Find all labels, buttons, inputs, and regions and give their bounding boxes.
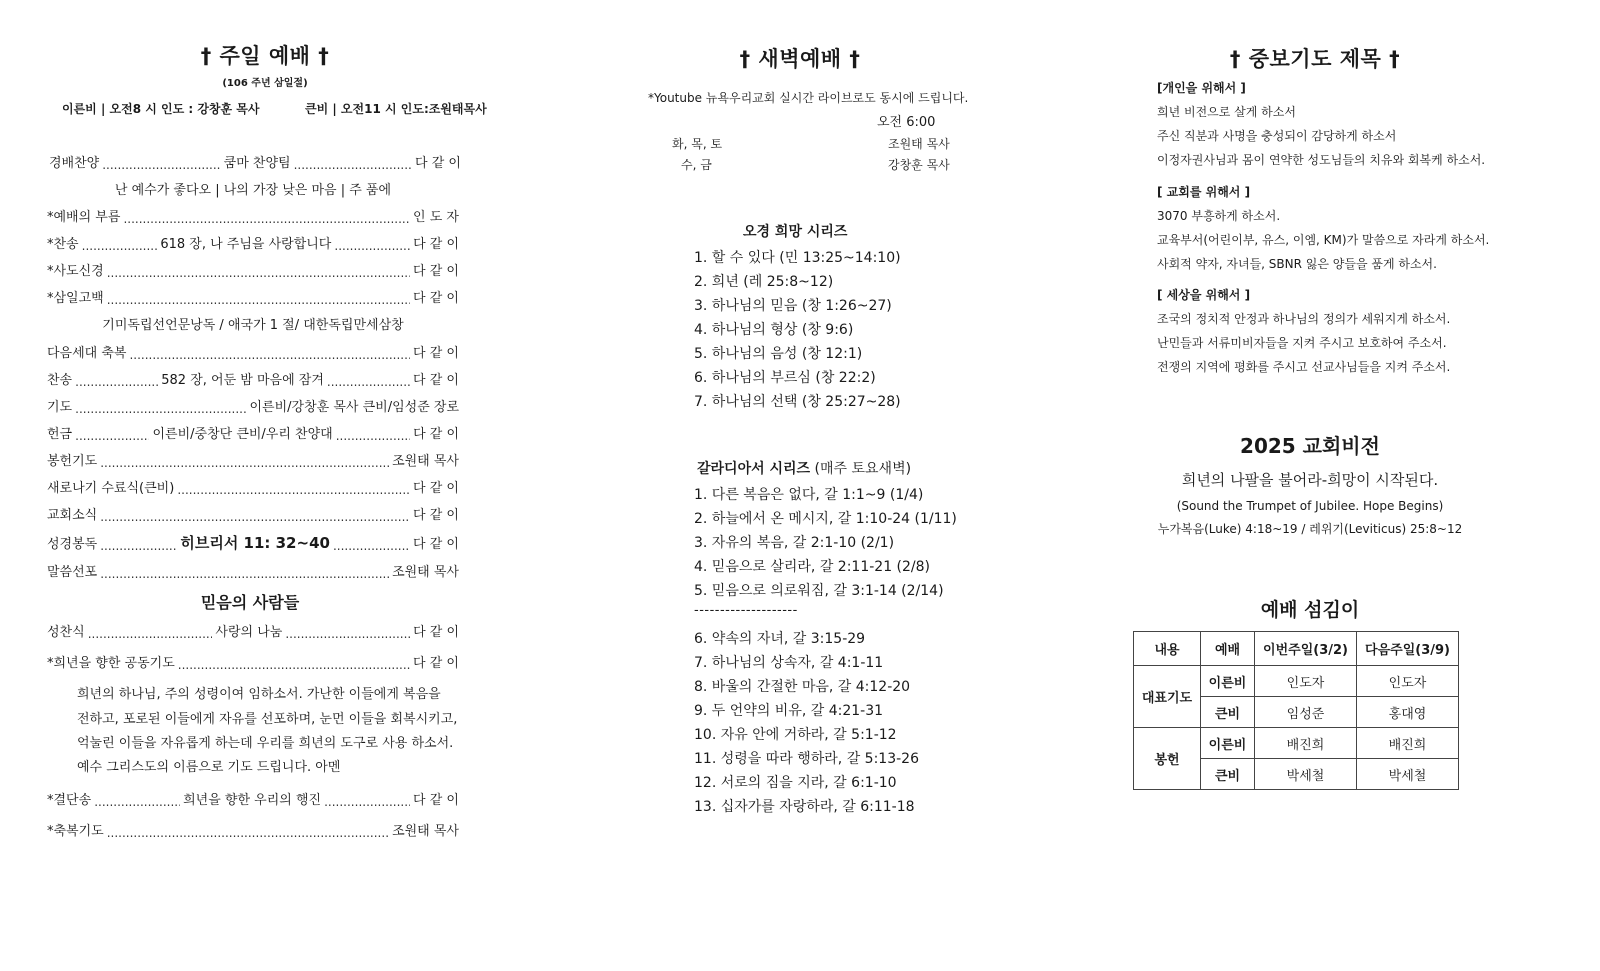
order-item	[47, 621, 459, 640]
order-item-leader: 다 같 이	[413, 793, 459, 808]
series-item: 8. 바울의 간절한 마음, 갈 4:12-20	[694, 679, 911, 695]
series-item: 13. 십자가를 자랑하라, 갈 6:11-18	[694, 799, 915, 815]
leader-dots	[88, 627, 213, 640]
galatians-series-heading	[697, 458, 911, 478]
intercession-item: 3070 부흥하게 하소서.	[1157, 209, 1281, 223]
header-content: 내용	[1134, 632, 1201, 666]
leader-dots	[100, 510, 410, 523]
service-cell: 이른비	[1201, 666, 1255, 697]
next-week-cell: 박세철	[1357, 759, 1459, 790]
series-item: 10. 자유 안에 거하라, 갈 5:1-12	[694, 727, 897, 743]
next-week-cell: 홍대영	[1357, 697, 1459, 728]
header-this-week: 이번주일(3/2)	[1255, 632, 1357, 666]
group-representative-prayer: 대표기도	[1134, 666, 1201, 728]
table-header-row	[1134, 632, 1459, 666]
servers-table	[1133, 631, 1459, 790]
series-item: 6. 약속의 자녀, 갈 3:15-29	[694, 631, 866, 647]
leader-dots	[333, 539, 410, 552]
intercession-item: 주신 직분과 사명을 충성되이 감당하게 하소서	[1157, 129, 1397, 143]
pentateuch-series-title: 오경 희망 시리즈	[743, 224, 848, 240]
order-item-leader: 다 같 이	[413, 625, 460, 640]
order-item-leader: 조원태 목사	[392, 454, 459, 469]
intercession-item: 교육부서(어린이부, 유스, 이엠, KM)가 말씀으로 자라게 하소서.	[1157, 233, 1490, 247]
this-week-cell: 배진희	[1255, 728, 1357, 759]
service-cell: 큰비	[1201, 697, 1255, 728]
leader-dots	[94, 795, 180, 808]
series-item: 5. 믿음으로 의로워짐, 갈 3:1-14 (2/14)	[694, 583, 944, 599]
dawn-service-title: † 새벽예배 †	[739, 47, 861, 71]
order-item-label: 다음세대 축복	[47, 346, 127, 361]
order-item-label: 경배찬양	[49, 156, 100, 171]
series-item: 5. 하나님의 음성 (창 12:1)	[694, 346, 863, 362]
leader-dots	[294, 158, 412, 171]
prayer-line: 희년의 하나님, 주의 성령이여 임하소서. 가난한 이들에게 복음을	[77, 687, 441, 702]
order-item	[47, 233, 459, 252]
series-separator: --------------------	[694, 603, 798, 618]
leader-dots	[75, 375, 158, 388]
group-offering: 봉헌	[1134, 728, 1201, 790]
series-item: 2. 하늘에서 온 메시지, 갈 1:10-24 (1/11)	[694, 511, 957, 527]
schedule-leader-2: 강창훈 목사	[888, 158, 950, 172]
leader-dots	[107, 293, 410, 306]
intercession-item: 희년 비전으로 살게 하소서	[1157, 105, 1296, 119]
order-item-leader: 다 같 이	[413, 537, 459, 552]
leader-dots	[100, 539, 177, 552]
vision-title: 2025 교회비전	[1240, 434, 1380, 458]
order-item-label: 봉헌기도	[47, 454, 98, 469]
leader-dots	[327, 375, 410, 388]
schedule-days-2: 수, 금	[681, 158, 712, 172]
order-item-leader: 다 같 이	[413, 291, 459, 306]
order-item	[47, 342, 459, 361]
intercession-group-heading: [개인을 위해서 ]	[1157, 81, 1246, 95]
series-item: 2. 희년 (레 25:8~12)	[694, 274, 834, 290]
main-service-info: 큰비 | 오전11 시 인도:조원태목사	[305, 102, 487, 116]
series-item: 11. 성령을 따라 행하라, 갈 5:13-26	[694, 751, 919, 767]
order-item-label: 기도	[47, 400, 73, 415]
next-week-cell: 인도자	[1357, 666, 1459, 697]
order-item-leader: 다 같 이	[413, 346, 459, 361]
order-item-leader: 다 같 이	[413, 264, 459, 279]
schedule-days-1: 화, 목, 토	[672, 137, 723, 151]
series-item: 4. 하나님의 형상 (창 9:6)	[694, 322, 854, 338]
intercession-item: 조국의 정치적 안정과 하나님의 정의가 세워지게 하소서.	[1157, 312, 1451, 326]
table-row	[1134, 666, 1459, 697]
sunday-service-title: † 주일 예배 †	[200, 44, 330, 68]
order-item-label: 새로나기 수료식(큰비)	[47, 481, 175, 496]
order-item	[47, 396, 459, 415]
order-item-detail: 히브리서 11: 32~40	[180, 534, 330, 552]
order-item-label: 말씀선포	[47, 565, 98, 580]
header-service: 예배	[1201, 632, 1255, 666]
this-week-cell: 임성준	[1255, 697, 1357, 728]
order-item-detail: 618 장, 나 주님을 사랑합니다	[160, 237, 332, 252]
leader-dots	[100, 567, 389, 580]
leader-dots	[123, 212, 410, 225]
leader-dots	[129, 348, 410, 361]
order-item-label: *삼일고백	[47, 291, 104, 306]
series-item: 7. 하나님의 상속자, 갈 4:1-11	[694, 655, 884, 671]
order-item-label: 교회소식	[47, 508, 98, 523]
order-item-leader: 이른비/강창훈 목사 큰비/임성준 장로	[249, 400, 459, 415]
intercession-item: 이정자권사님과 몸이 연약한 성도님들의 치유와 회복케 하소서.	[1157, 153, 1486, 167]
order-item	[47, 504, 459, 523]
order-item-leader: 다 같 이	[413, 481, 459, 496]
service-cell: 이른비	[1201, 728, 1255, 759]
order-item-leader: 인 도 자	[413, 210, 459, 225]
leader-dots	[285, 627, 410, 640]
vision-english: (Sound the Trumpet of Jubilee. Hope Begins)	[1176, 499, 1444, 513]
order-item-leader: 다 같 이	[413, 237, 460, 252]
this-week-cell: 인도자	[1255, 666, 1357, 697]
youtube-live-notice: *Youtube 뉴욕우리교회 실시간 라이브로도 동시에 드립니다.	[648, 91, 969, 105]
intercession-group-heading: [ 세상을 위해서 ]	[1157, 288, 1251, 302]
order-item	[47, 369, 459, 388]
intercession-group-heading: [ 교회를 위해서 ]	[1157, 185, 1251, 199]
galatians-series-title: 갈라디아서 시리즈	[697, 461, 811, 477]
galatians-series-note: (매주 토요새벽)	[814, 461, 912, 477]
series-item: 1. 다른 복음은 없다, 갈 1:1~9 (1/4)	[694, 487, 924, 503]
prayer-line: 전하고, 포로된 이들에게 자유를 선포하며, 눈먼 이들을 회복시키고,	[77, 712, 458, 727]
order-item-label: 헌금	[47, 427, 73, 442]
leader-dots	[75, 402, 246, 415]
order-item-leader: 다 같 이	[413, 508, 459, 523]
this-week-cell: 박세철	[1255, 759, 1357, 790]
leader-dots	[102, 158, 220, 171]
order-item-leader: 다 같 이	[413, 373, 459, 388]
faith-people-heading: 믿음의 사람들	[200, 593, 300, 612]
leader-dots	[177, 483, 410, 496]
intercession-item: 난민들과 서류미비자들을 지켜 주시고 보호하여 주소서.	[1157, 336, 1447, 350]
order-item	[49, 152, 461, 171]
series-item: 12. 서로의 짐을 지라, 갈 6:1-10	[694, 775, 897, 791]
prayer-line: 예수 그리스도의 이름으로 기도 드립니다. 아멘	[77, 760, 341, 775]
order-item	[47, 477, 459, 496]
order-item-leader: 다 같 이	[413, 427, 460, 442]
order-item-label: *사도신경	[47, 264, 104, 279]
leader-dots	[82, 239, 158, 252]
leader-dots	[334, 239, 410, 252]
order-item-label: *결단송	[47, 793, 92, 808]
intercession-item: 사회적 약자, 자녀들, SBNR 잃은 양들을 품게 하소서.	[1157, 257, 1437, 271]
intercession-title: † 중보기도 제목 †	[1229, 47, 1401, 71]
order-item-detail: 사랑의 나눔	[215, 625, 283, 640]
order-item	[47, 206, 459, 225]
order-item	[47, 532, 459, 553]
order-item	[47, 561, 459, 580]
order-item-detail: 이른비/중창단 큰비/우리 찬양대	[152, 427, 333, 442]
early-service-info: 이른비 | 오전8 시 인도 : 강창훈 목사	[62, 102, 260, 116]
sunday-service-subtitle: (106 주년 삼일절)	[222, 78, 308, 89]
leader-dots	[100, 456, 389, 469]
vision-slogan: 희년의 나팔을 불어라-희망이 시작된다.	[1181, 471, 1439, 489]
order-item-label: *축복기도	[47, 824, 104, 839]
intercession-item: 전쟁의 지역에 평화를 주시고 선교사님들을 지켜 주소서.	[1157, 360, 1451, 374]
service-cell: 큰비	[1201, 759, 1255, 790]
order-item-leader: 다 같 이	[413, 656, 459, 671]
order-item-detail: 희년을 향한 우리의 행진	[183, 793, 322, 808]
order-item	[47, 789, 459, 808]
order-item-label: 성찬식	[47, 625, 85, 640]
order-item-label: *희년을 향한 공동기도	[47, 656, 175, 671]
order-item	[47, 260, 459, 279]
dawn-service-time: 오전 6:00	[877, 115, 936, 130]
vision-verses: 누가복음(Luke) 4:18~19 / 레위기(Leviticus) 25:8~12	[1157, 522, 1463, 536]
order-item-centered: 난 예수가 좋다오 | 나의 가장 낮은 마음 | 주 품에	[114, 183, 392, 198]
prayer-line: 억눌린 이들을 자유롭게 하는데 우리를 희년의 도구로 사용 하소서.	[77, 736, 454, 751]
header-next-week: 다음주일(3/9)	[1357, 632, 1459, 666]
order-item-leader: 다 같 이	[415, 156, 461, 171]
leader-dots	[178, 658, 410, 671]
order-item-label: *찬송	[47, 237, 79, 252]
leader-dots	[107, 266, 410, 279]
order-item-detail: 쿰마 찬양팀	[223, 156, 291, 171]
series-item: 7. 하나님의 선택 (창 25:27~28)	[694, 394, 901, 410]
series-item: 9. 두 언약의 비유, 갈 4:21-31	[694, 703, 884, 719]
series-item: 1. 할 수 있다 (민 13:25~14:10)	[694, 250, 901, 266]
order-item	[47, 450, 459, 469]
series-item: 4. 믿음으로 살리라, 갈 2:11-21 (2/8)	[694, 559, 931, 575]
order-item-label: *예배의 부름	[47, 210, 121, 225]
servers-title: 예배 섬김이	[1260, 599, 1360, 621]
order-item	[47, 423, 459, 442]
order-item-leader: 조원태 목사	[392, 824, 459, 839]
leader-dots	[336, 429, 410, 442]
series-item: 6. 하나님의 부르심 (창 22:2)	[694, 370, 876, 386]
order-item-leader: 조원태 목사	[392, 565, 459, 580]
series-item: 3. 자유의 복음, 갈 2:1-10 (2/1)	[694, 535, 895, 551]
leader-dots	[324, 795, 410, 808]
order-item-label: 성경봉독	[47, 537, 98, 552]
series-item: 3. 하나님의 믿음 (창 1:26~27)	[694, 298, 892, 314]
order-item-label: 찬송	[47, 373, 73, 388]
order-item	[47, 652, 459, 671]
order-item-detail: 582 장, 어둔 밤 마음에 잠겨	[161, 373, 324, 388]
leader-dots	[107, 826, 389, 839]
schedule-leader-1: 조원태 목사	[888, 137, 950, 151]
order-item	[47, 820, 459, 839]
order-item	[47, 287, 459, 306]
order-item-centered: 기미독립선언문낭독 / 애국가 1 절/ 대한독립만세삼창	[102, 318, 404, 333]
leader-dots	[75, 429, 149, 442]
table-row	[1134, 728, 1459, 759]
next-week-cell: 배진희	[1357, 728, 1459, 759]
